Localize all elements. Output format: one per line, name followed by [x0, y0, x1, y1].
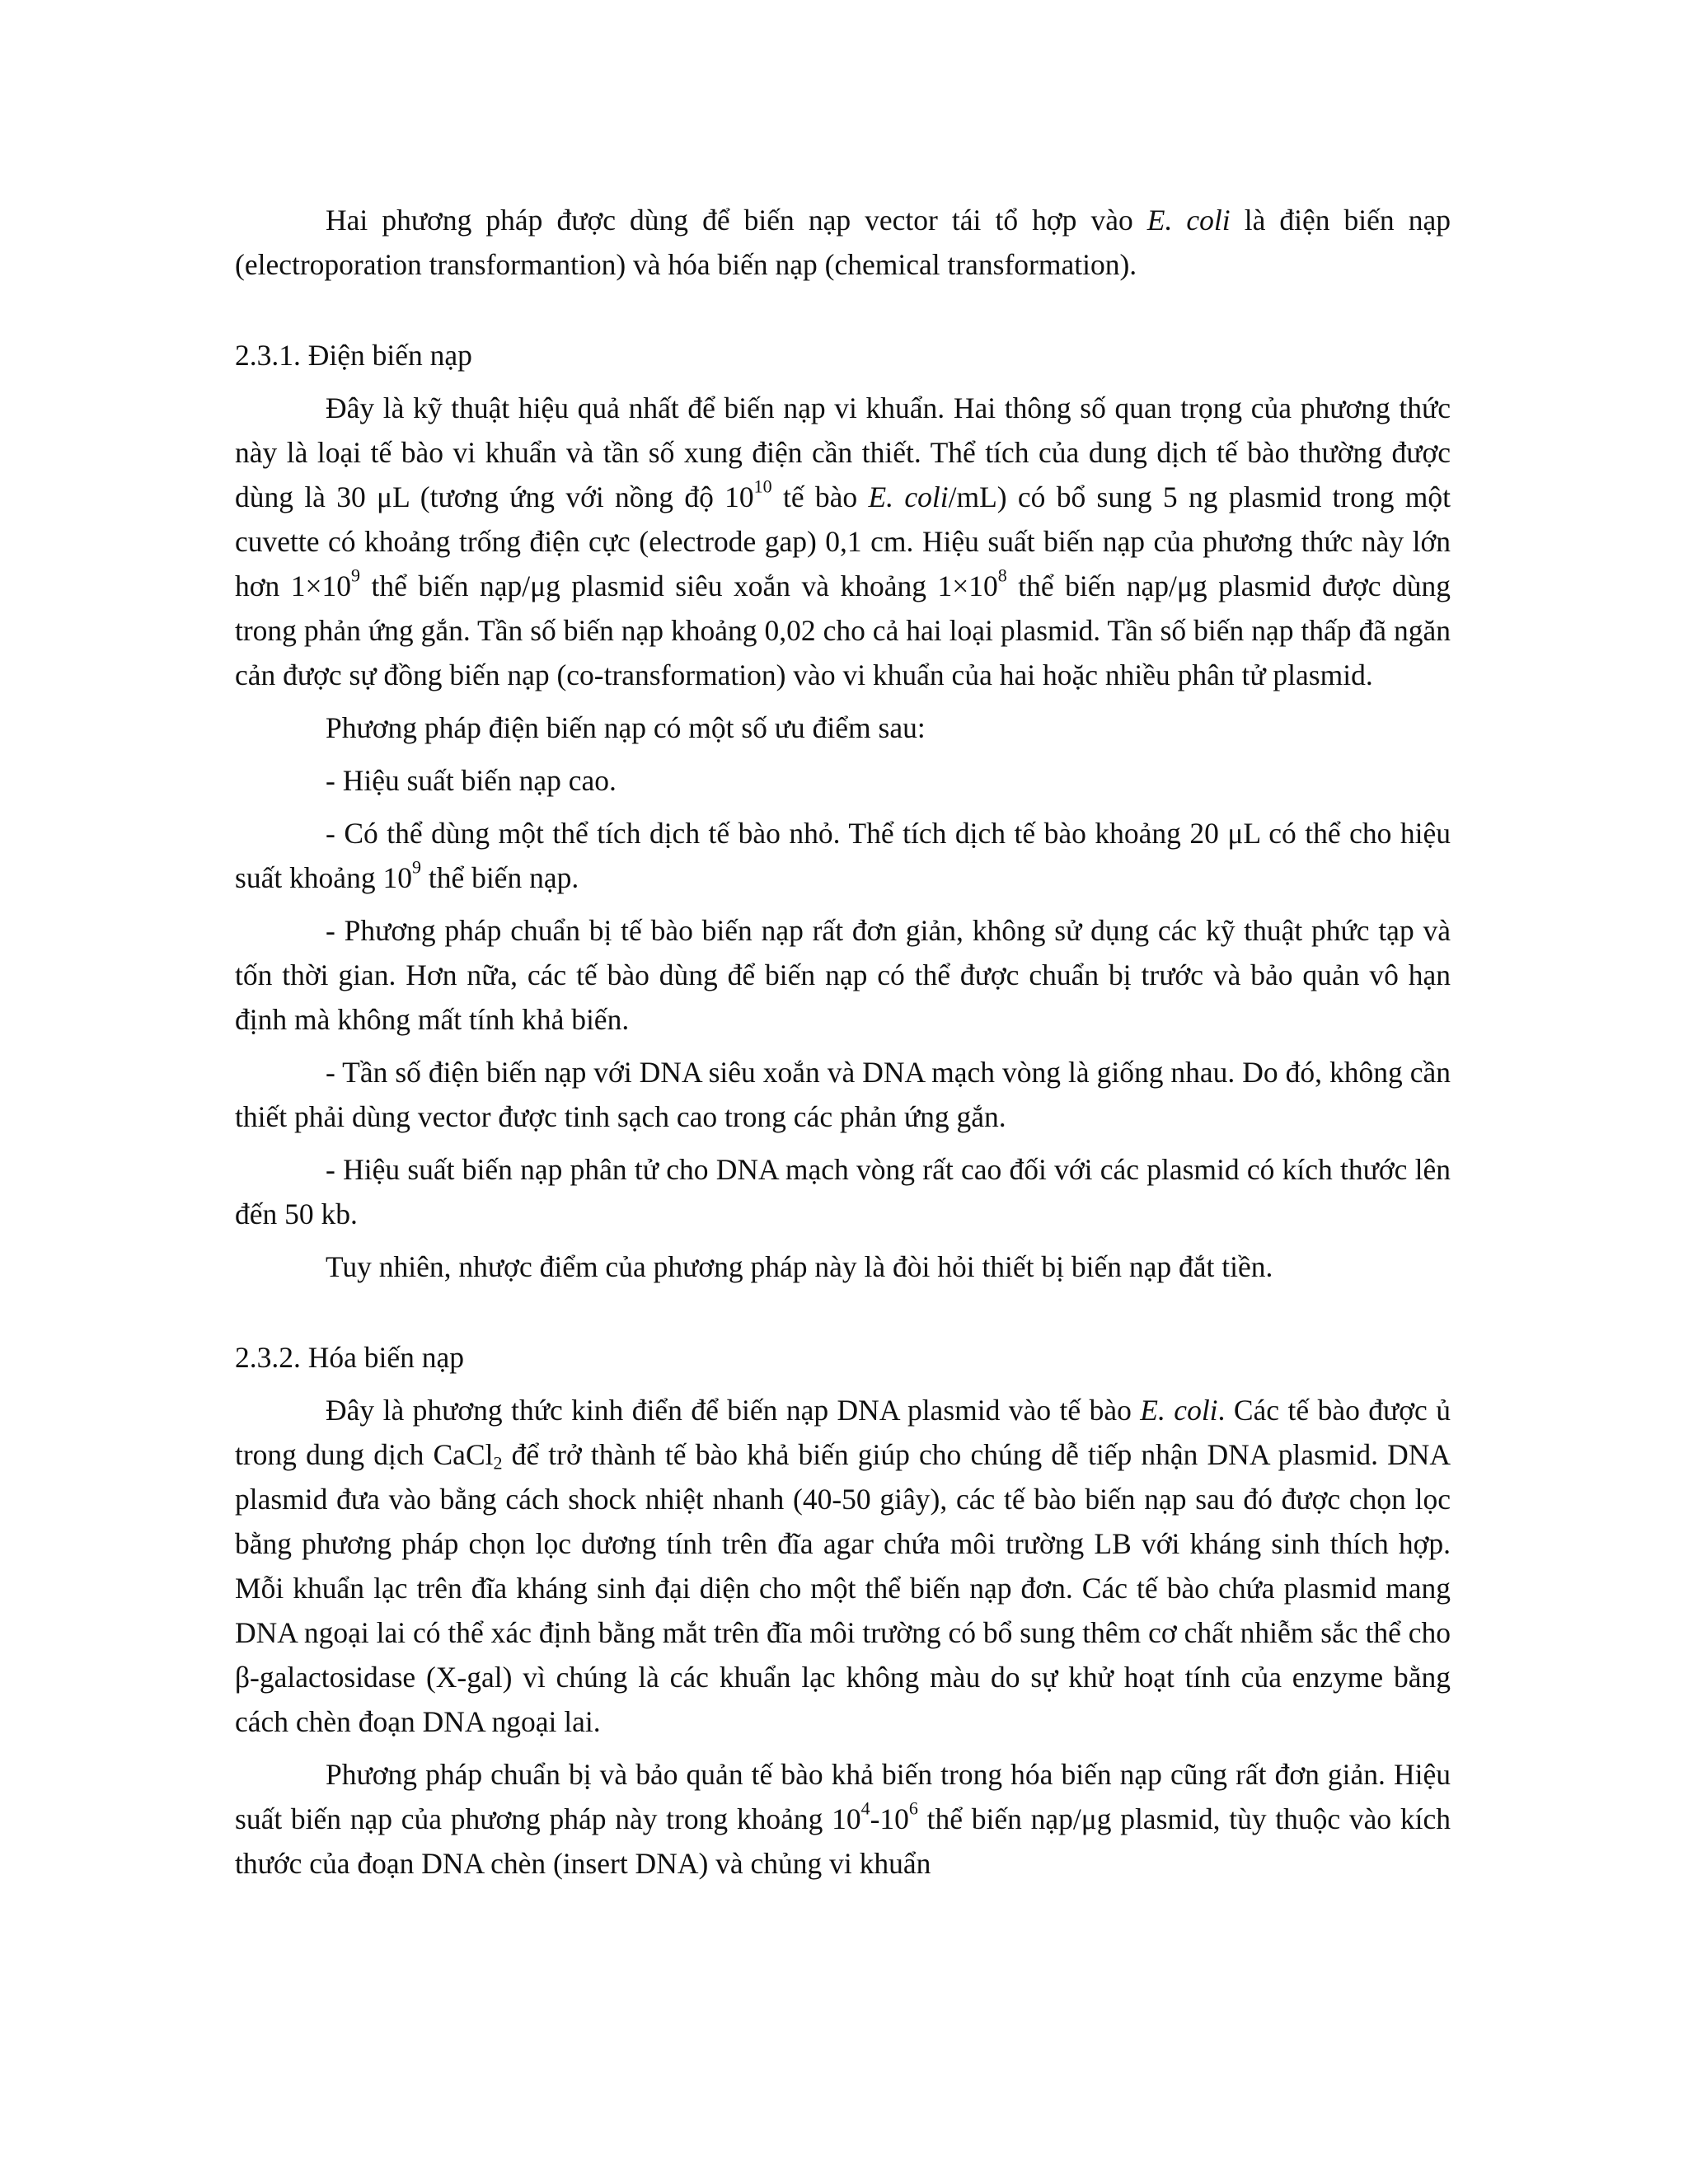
- paragraph-electroporation: Đây là kỹ thuật hiệu quả nhất để biến nạp vi khuẩn. Hai thông số quan trọng của phương thức này là loại tế bào vi khuẩn và tần số xung điện cần thiết. Thể tích của dung dịch tế bào thường được dùng là 30 μL (tương ứng với nồng độ $10^{10}$ tế bào E. coli/mL) có bổ sung 5 ng plasmid trong một cuvette có khoảng trống điện cực (electrode gap) 0,1 cm. Hiệu suất biến nạp của phương thức này lớn hơn $1\times 10^9$ thể biến nạp/μg plasmid siêu xoắn và khoảng $1\times 10^8$ thể biến nạp/μg plasmid được dùng trong phản ứng gắn. Tần số biến nạp khoảng 0,02 cho cả hai loại plasmid. Tần số biến nạp thấp đã ngăn cản được sự đồng biến nạp (co-transformation) vào vi khuẩn của hai hoặc nhiều phân tử plasmid.: [235, 391, 1451, 691]
- section-heading-2-3-1: 2.3.1. Điện biến nạp: [235, 339, 472, 372]
- list-item: - Tần số điện biến nạp với DNA siêu xoắn và DNA mạch vòng là giống nhau. Do đó, không cần thiết phải dùng vector được tinh sạch cao trong các phản ứng gắn.: [235, 1056, 1451, 1133]
- paragraph-disadvantage: Tuy nhiên, nhược điểm của phương pháp này là đòi hỏi thiết bị biến nạp đắt tiền.: [326, 1250, 1273, 1283]
- intro-paragraph: Hai phương pháp được dùng để biến nạp vector tái tổ hợp vào E. coli là điện biến nạp (electroporation transformantion) và hóa biến nạp (chemical transformation).: [235, 204, 1451, 281]
- list-item: - Hiệu suất biến nạp cao.: [326, 764, 617, 797]
- species-name: E. coli: [868, 480, 949, 513]
- list-item: - Có thể dùng một thể tích dịch tế bào nhỏ. Thể tích dịch tế bào khoảng 20 μL có thể cho hiệu suất khoảng $10^9$ thể biến nạp.: [235, 817, 1451, 894]
- list-item: - Phương pháp chuẩn bị tế bào biến nạp rất đơn giản, không sử dụng các kỹ thuật phức tạp và tốn thời gian. Hơn nữa, các tế bào dùng để biến nạp có thể được chuẩn bị trước và bảo quản vô hạn định mà không mất tính khả biến.: [235, 914, 1451, 1036]
- species-name: E. coli: [1140, 1394, 1218, 1427]
- species-name: E. coli: [1146, 204, 1231, 237]
- document-page: [235, 198, 1451, 1886]
- paragraph-competent-cells: Phương pháp chuẩn bị và bảo quản tế bào khả biến trong hóa biến nạp cũng rất đơn giản. Hiệu suất biến nạp của phương pháp này trong khoảng $10^4-10^6$ thể biến nạp/μg plasmid, tùy thuộc vào kích thước của đoạn DNA chèn (insert DNA) và chủng vi khuẩn: [235, 1758, 1451, 1880]
- paragraph-chemical-transformation: Đây là phương thức kinh điển để biến nạp DNA plasmid vào tế bào E. coli. Các tế bào được ủ trong dung dịch CaCl$_2$ để trở thành tế bào khả biến giúp cho chúng dễ tiếp nhận DNA plasmid. DNA plasmid đưa vào bằng cách shock nhiệt nhanh (40-50 giây), các tế bào biến nạp sau đó được chọn lọc bằng phương pháp chọn lọc dương tính trên đĩa agar chứa môi trường LB với kháng sinh thích hợp. Mỗi khuẩn lạc trên đĩa kháng sinh đại diện cho một thể biến nạp đơn. Các tế bào chứa plasmid mang DNA ngoại lai có thể xác định bằng mắt trên đĩa môi trường có bổ sung thêm cơ chất nhiễm sắc thể cho β-galactosidase (X-gal) vì chúng là các khuẩn lạc không màu do sự khử hoạt tính của enzyme bằng cách chèn đoạn DNA ngoại lai.: [235, 1394, 1451, 1738]
- section-heading-2-3-2: 2.3.2. Hóa biến nạp: [235, 1341, 465, 1374]
- paragraph-advantages-intro: Phương pháp điện biến nạp có một số ưu điểm sau:: [326, 711, 926, 744]
- list-item: - Hiệu suất biến nạp phân tử cho DNA mạch vòng rất cao đối với các plasmid có kích thước lên đến 50 kb.: [235, 1153, 1451, 1230]
